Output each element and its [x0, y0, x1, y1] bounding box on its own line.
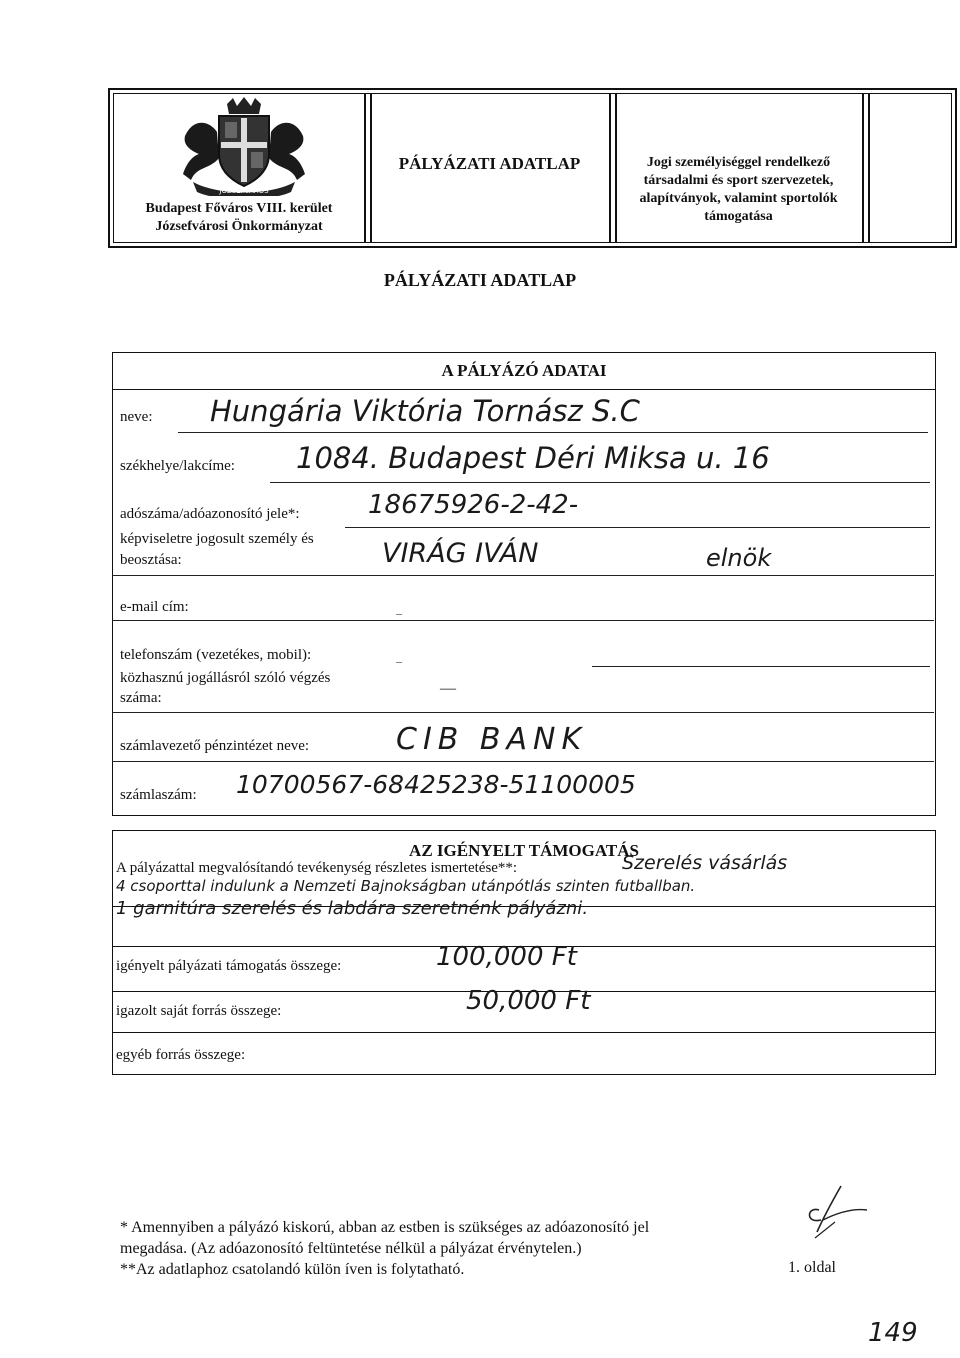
- svg-text:JÓZSEFVÁROS: JÓZSEFVÁROS: [219, 187, 269, 195]
- rep-name: VIRÁG IVÁN: [382, 538, 539, 569]
- activity-line-1: Szerelés vásárlás: [622, 852, 788, 874]
- phone-underline: [592, 666, 930, 667]
- header-inner-border: [113, 93, 952, 243]
- other-source-label: egyéb forrás összege:: [116, 1047, 246, 1063]
- address-value: 1084. Budapest Déri Miksa u. 16: [296, 441, 770, 475]
- name-label: neve:: [120, 409, 153, 425]
- org-line-1: Budapest Főváros VIII. kerület: [145, 201, 333, 216]
- section-divider: [113, 1032, 935, 1033]
- name-underline: [178, 432, 928, 433]
- bank-label: számlavezető pénzintézet neve:: [120, 738, 310, 754]
- requested-value: 100,000 Ft: [436, 942, 577, 972]
- org-name: [114, 200, 364, 236]
- header-divider-2: [609, 94, 611, 242]
- section-divider: [113, 389, 935, 390]
- footnote-1-line-2: megadása. (Az adóazonosító feltüntetése nélkül a pályázat érvénytelen.): [120, 1240, 582, 1257]
- activity-label: A pályázattal megvalósítandó tevékenység részletes ismertetése**:: [116, 860, 518, 876]
- requested-label: igényelt pályázati támogatás összege:: [116, 958, 342, 974]
- activity-line-2: 4 csoporttal indulunk a Nemzeti Bajnokságban utánpótlás szinten futballban.: [116, 877, 696, 895]
- address-label: székhelye/lakcíme:: [120, 458, 235, 474]
- form-title: PÁLYÁZATI ADATLAP: [398, 154, 581, 173]
- rep-underline: [112, 575, 934, 576]
- bank-underline: [112, 761, 934, 762]
- rep-label-2: beosztása:: [120, 552, 182, 568]
- public-value: —: [440, 680, 456, 697]
- email-value: –: [396, 606, 402, 620]
- header-divider-3: [862, 94, 864, 242]
- subject-line: Jogi személyiséggel rendelkező: [646, 155, 831, 170]
- handwritten-page-number: 149: [868, 1318, 918, 1348]
- header-divider-1: [364, 94, 366, 242]
- account-label: számlaszám:: [120, 787, 197, 803]
- support-section-title: AZ IGÉNYELT TÁMOGATÁS: [409, 841, 639, 860]
- org-line-2: Józsefvárosi Önkormányzat: [155, 219, 323, 234]
- subject-line: támogatása: [704, 209, 773, 224]
- subject-line: alapítványok, valamint sportolók: [639, 191, 838, 206]
- phone-label: telefonszám (vezetékes, mobil):: [120, 647, 312, 663]
- name-value: Hungária Viktória Tornász S.C: [210, 394, 640, 428]
- address-underline: [270, 482, 930, 483]
- rep-role: elnök: [706, 544, 772, 572]
- bank-value: CIB BANK: [396, 722, 588, 757]
- header-divider-3b: [868, 94, 870, 242]
- tax-label: adószáma/adóazonosító jele*:: [120, 506, 300, 522]
- activity-line-3: 1 garnitúra szerelés és labdára szeretnénk pályázni.: [116, 898, 589, 919]
- page-number: 1. oldal: [788, 1259, 836, 1276]
- phone-value: –: [396, 654, 402, 668]
- footnotes: [120, 1217, 649, 1280]
- footnote-1-line-1: * Amennyiben a pályázó kiskorú, abban az estben is szükséges az adóazonosító jel: [120, 1219, 650, 1236]
- tax-underline: [345, 527, 930, 528]
- public-label-1: közhasznú jogállásról szóló végzés: [120, 670, 331, 686]
- subject-line: társadalmi és sport szervezetek,: [643, 173, 834, 188]
- header-table: [108, 88, 957, 248]
- tax-value: 18675926-2-42-: [368, 490, 579, 520]
- footnote-2: **Az adatlaphoz csatolandó külön íven is folytatható.: [120, 1261, 465, 1278]
- email-label: e-mail cím:: [120, 599, 189, 615]
- own-source-value: 50,000 Ft: [466, 986, 591, 1016]
- page-title: PÁLYÁZATI ADATLAP: [383, 270, 577, 290]
- account-value: 10700567-68425238-51100005: [236, 770, 636, 799]
- signature: [795, 1180, 875, 1250]
- public-label-2: száma:: [120, 690, 162, 706]
- rep-label-1: képviseletre jogosult személy és: [120, 531, 314, 547]
- own-source-label: igazolt saját forrás összege:: [116, 1003, 282, 1019]
- coat-of-arms-logo: [179, 96, 309, 196]
- email-underline: [112, 620, 934, 621]
- form-subject: [615, 154, 862, 226]
- applicant-section-title: A PÁLYÁZÓ ADATAI: [441, 361, 607, 380]
- public-underline: [112, 712, 934, 713]
